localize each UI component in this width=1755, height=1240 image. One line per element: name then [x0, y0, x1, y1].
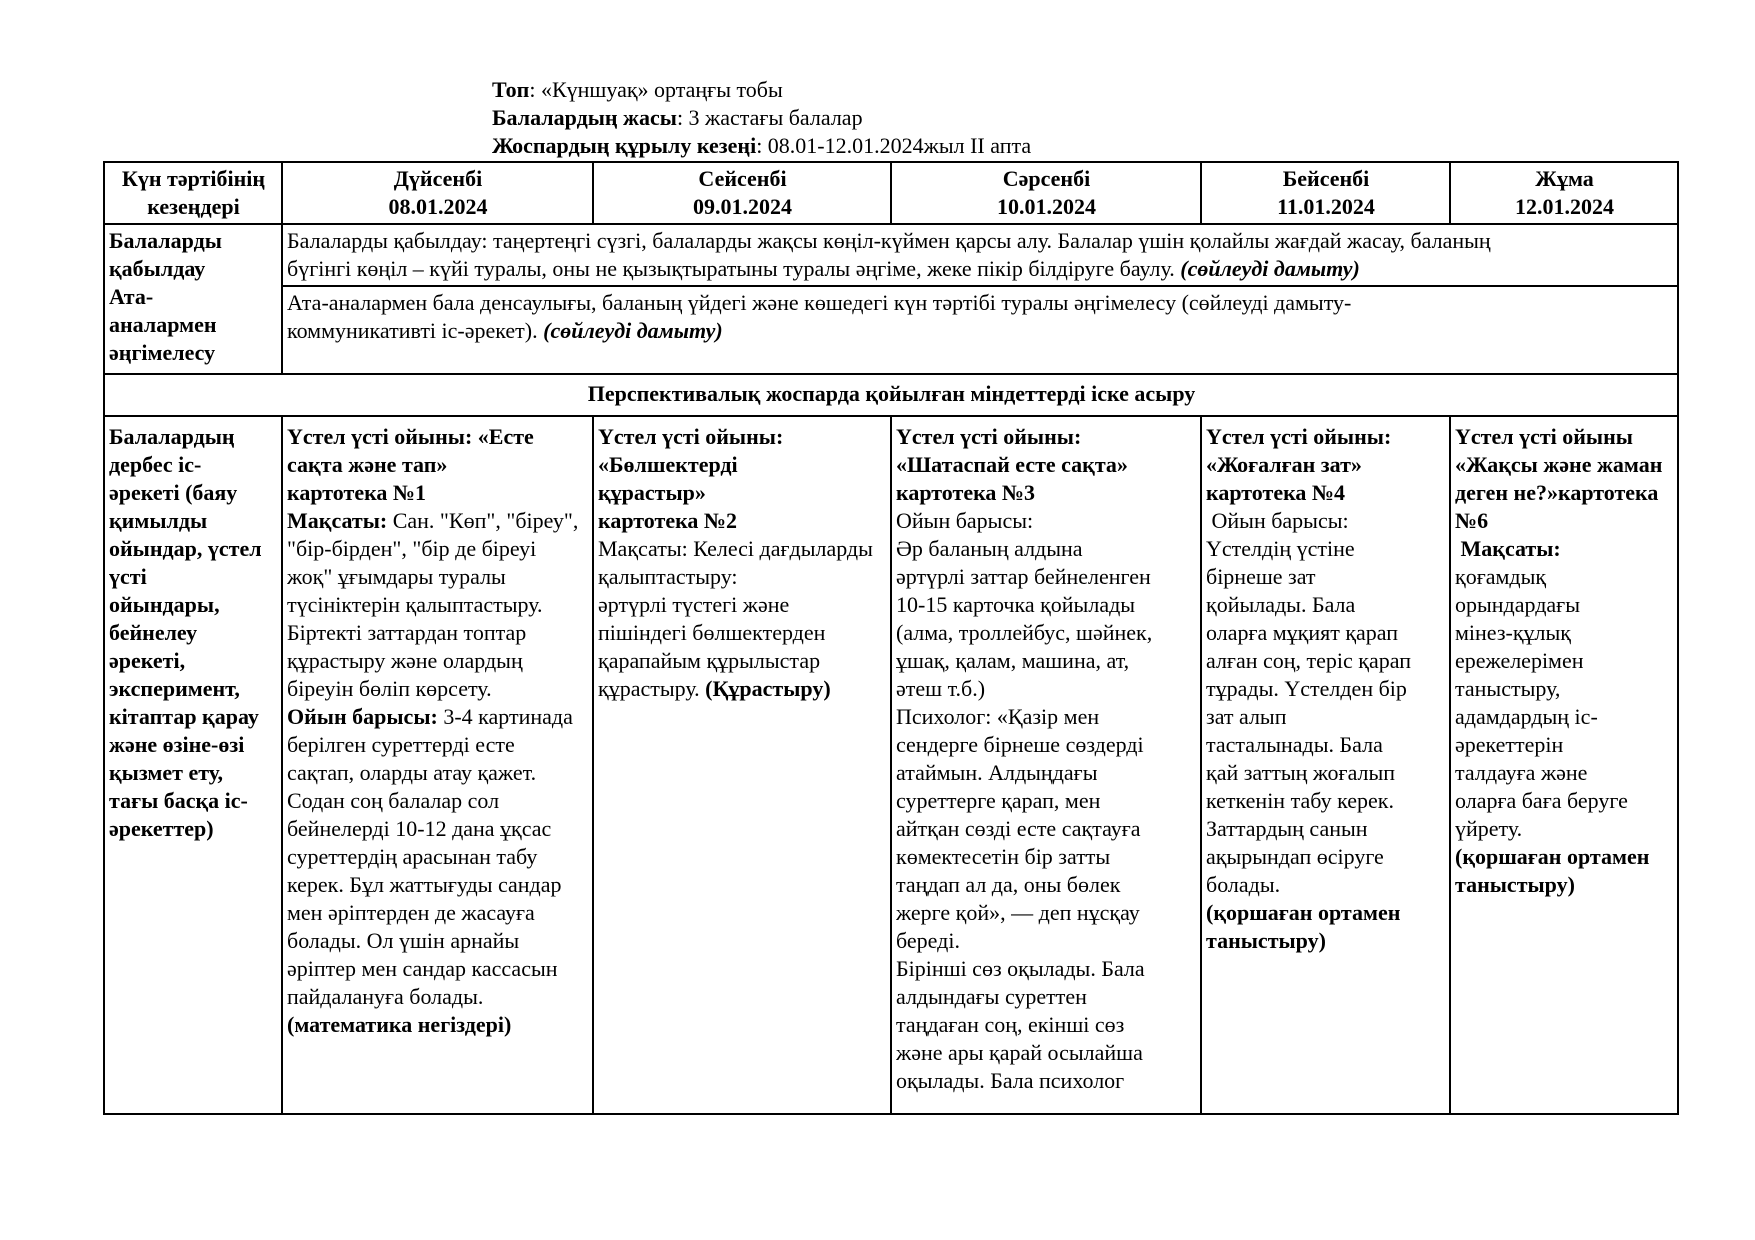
day-header-tuesday — [593, 162, 891, 224]
reception-text — [282, 224, 1678, 286]
table-header-row — [104, 162, 1678, 224]
parents-text — [282, 286, 1678, 374]
row-label-line: бейнелеу — [109, 620, 198, 645]
text-line: алдындағы суреттен — [896, 984, 1087, 1009]
text-line — [287, 317, 1674, 345]
text-line: әрекеттерін — [1455, 732, 1564, 757]
text-line: Ойын барысы: — [1206, 508, 1349, 533]
activity-friday — [1450, 416, 1678, 1114]
text-line: Бірінші сөз оқылады. Бала — [896, 956, 1145, 981]
activity-thursday — [1201, 416, 1450, 1114]
text-line: біреуін бөліп көрсету. — [287, 676, 492, 701]
text-line: адамдардың іс- — [1455, 704, 1598, 729]
text-line: оқылады. Бала психолог — [896, 1068, 1125, 1093]
day-header-wednesday — [891, 162, 1201, 224]
text-line: сақта және тап» — [287, 452, 448, 477]
text-line: Ата-аналармен бала денсаулығы, баланың үйдегі және көшедегі күн тәртібі туралы әңгімелесу (сөйлеуді дамыту- — [287, 290, 1352, 315]
text-line: пайдалануға болады. — [287, 984, 484, 1009]
text-line: болады. — [1206, 872, 1281, 897]
text-line: мінез-құлық — [1455, 620, 1571, 645]
day-date: 10.01.2024 — [997, 194, 1096, 219]
period-line — [492, 132, 1031, 160]
text-line: ақырындап өсіруге — [1206, 844, 1384, 869]
subject-tag: (қоршаған ортамен — [1455, 844, 1650, 869]
text-line: картотека №4 — [1206, 480, 1346, 505]
text-line: талдауға және — [1455, 760, 1588, 785]
row-label-line: қимылды — [109, 508, 208, 533]
text-line: таныстыру, — [1455, 676, 1561, 701]
text-line: тасталынады. Бала — [1206, 732, 1383, 757]
row-label-line: үсті — [109, 564, 147, 589]
text-line: «Жақсы және жаман — [1455, 452, 1663, 477]
day-name: Дүйсенбі — [393, 166, 483, 191]
text-line: айтқан сөзді есте сақтауға — [896, 816, 1141, 841]
age-line — [492, 104, 1031, 132]
text-line: таңдап ал да, оны бөлек — [896, 872, 1121, 897]
text-line: болады. Ол үшін арнайы — [287, 928, 520, 953]
text-line: Үстел үсті ойыны: «Есте — [287, 424, 534, 449]
text-line: бірнеше зат — [1206, 564, 1316, 589]
text-line: тұрады. Үстелден бір — [1206, 676, 1407, 701]
subject-tag: (математика негіздері) — [287, 1012, 512, 1037]
text-line: Балаларды қабылдау: таңертеңгі сүзгі, балаларды жақсы көңіл-күймен қарсы алу. Балалар үшін қолайлы жағдай жасау, баланың — [287, 228, 1491, 253]
text-line: №6 — [1455, 508, 1489, 533]
text-line: Заттардың санын — [1206, 816, 1368, 841]
group-value: : «Күншуақ» ортаңғы тобы — [529, 77, 783, 102]
group-label: Топ — [492, 77, 530, 102]
reception-parents-label — [104, 224, 282, 374]
text-line: мен әріптерден де жасауға — [287, 900, 535, 925]
text-line: деген не?»картотека — [1455, 480, 1659, 505]
day-name: Сәрсенбі — [1002, 166, 1091, 191]
activity-label — [104, 416, 282, 1114]
text-span: 3-4 картинада — [437, 704, 573, 729]
row-label-line: тағы басқа іс- — [109, 788, 248, 813]
game-process-label: Ойын барысы: — [287, 704, 438, 729]
periods-header-line: кезеңдері — [147, 194, 240, 219]
text-line: керек. Бұл жаттығуды сандар — [287, 872, 562, 897]
text-line: картотека №2 — [598, 508, 738, 533]
text-line: Үстелдің үстіне — [1206, 536, 1355, 561]
period-value: : 08.01-12.01.2024жыл II апта — [756, 133, 1032, 158]
row-label-line: әрекеті (баяу — [109, 480, 238, 505]
age-value: : 3 жастағы балалар — [676, 105, 863, 130]
periods-header — [104, 162, 282, 224]
text-line: сендерге бірнеше сөздерді — [896, 732, 1144, 757]
day-header-monday — [282, 162, 593, 224]
activity-row — [104, 416, 1678, 1114]
text-span: Сан. "Көп", "біреу", — [387, 508, 579, 533]
text-line: атаймын. Алдыңдағы — [896, 760, 1098, 785]
text-span: құрастыру. — [598, 676, 706, 701]
text-line: бейнелерді 10-12 дана ұқсас — [287, 816, 552, 841]
text-line: қойылады. Бала — [1206, 592, 1356, 617]
periods-header-line: Күн тәртібінің — [121, 166, 266, 191]
text-line: үйрету. — [1455, 816, 1523, 841]
age-label: Балалардың жасы — [492, 105, 677, 130]
row-label-line: әңгімелесу — [109, 340, 216, 365]
subject-tag: таныстыру) — [1206, 928, 1326, 953]
row-label-line: кітаптар қарау — [109, 704, 259, 729]
activity-tuesday — [593, 416, 891, 1114]
text-line: Содан соң балалар сол — [287, 788, 500, 813]
text-line: оларға баға беруге — [1455, 788, 1628, 813]
text-line: әртүрлі түстегі және — [598, 592, 790, 617]
document-header — [492, 76, 1031, 160]
text-line: Психолог: «Қазір мен — [896, 704, 1100, 729]
text-line: оларға мұқият қарап — [1206, 620, 1399, 645]
text-line: «Жоғалған зат» — [1206, 452, 1362, 477]
row-label-line: және өзіне-өзі — [109, 732, 245, 757]
text-line: Үстел үсті ойыны — [1455, 424, 1633, 449]
weekly-plan-table — [103, 161, 1679, 1115]
text-line: Мақсаты: — [1455, 536, 1561, 561]
text-line: әріптер мен сандар кассасын — [287, 956, 558, 981]
text-line — [598, 675, 887, 703]
text-line — [287, 255, 1674, 283]
text-line: зат алып — [1206, 704, 1287, 729]
text-line: картотека №1 — [287, 480, 427, 505]
subject-tag: (Құрастыру) — [705, 676, 831, 701]
row-label-line: эксперимент, — [109, 676, 240, 701]
text-line: қалыптастыру: — [598, 564, 738, 589]
text-line: Әр баланың алдына — [896, 536, 1083, 561]
goal-label: Мақсаты: — [287, 508, 388, 533]
text-line: қай заттың жоғалып — [1206, 760, 1396, 785]
text-line: пішіндегі бөлшектерден — [598, 620, 826, 645]
row-label-line: ойындары, — [109, 592, 220, 617]
section-row — [104, 374, 1678, 416]
text-line: жерге қой», — деп нұсқау — [896, 900, 1140, 925]
text-line: қоғамдық — [1455, 564, 1547, 589]
text-line: көмектесетін бір затты — [896, 844, 1111, 869]
reception-tag: (сөйлеуді дамыту) — [1180, 256, 1360, 281]
day-date: 12.01.2024 — [1515, 194, 1614, 219]
reception-row — [104, 224, 1678, 286]
parents-row — [104, 286, 1678, 374]
text-line: және ары қарай осылайша — [896, 1040, 1143, 1065]
row-label-line: Балаларды — [109, 228, 222, 253]
text-line: әртүрлі заттар бейнеленген — [896, 564, 1151, 589]
text-line: ұшақ, қалам, машина, ат, — [896, 648, 1130, 673]
text-span: коммуникативті іс-әрекет). — [287, 318, 544, 343]
day-name: Сейсенбі — [698, 166, 787, 191]
day-date: 09.01.2024 — [693, 194, 792, 219]
text-line: Ойын барысы: — [896, 508, 1034, 533]
row-label-line: қызмет ету, — [109, 760, 224, 785]
row-label-line: ойындар, үстел — [109, 536, 262, 561]
text-line: Үстел үсті ойыны: — [896, 424, 1082, 449]
text-line: жоқ" ұғымдары туралы — [287, 564, 506, 589]
row-label-line: аналармен — [109, 312, 217, 337]
parents-tag: (сөйлеуді дамыту) — [543, 318, 723, 343]
subject-tag: (қоршаған ортамен — [1206, 900, 1401, 925]
day-header-friday — [1450, 162, 1678, 224]
text-line: Біртекті заттардан топтар — [287, 620, 527, 645]
text-line: Үстел үсті ойыны: — [1206, 424, 1392, 449]
text-line: берілген суреттерді есте — [287, 732, 515, 757]
row-label-line: қабылдау — [109, 256, 206, 281]
text-line: суреттерге қарап, мен — [896, 788, 1101, 813]
row-label-line: Балалардың — [109, 424, 235, 449]
text-line: құрастыру және олардың — [287, 648, 523, 673]
text-line: «Шатаспай есте сақта» — [896, 452, 1128, 477]
day-date: 11.01.2024 — [1277, 194, 1375, 219]
text-line: құрастыр» — [598, 480, 706, 505]
text-line: суреттердің арасынан табу — [287, 844, 538, 869]
text-line: алған соң, теріс қарап — [1206, 648, 1411, 673]
text-line: сақтап, оларды атау қажет. — [287, 760, 537, 785]
day-date: 08.01.2024 — [388, 194, 488, 219]
text-line: Мақсаты: Келесі дағдыларды — [598, 536, 873, 561]
activity-monday — [282, 416, 593, 1114]
text-line: картотека №3 — [896, 480, 1036, 505]
text-line: әтеш т.б.) — [896, 676, 986, 701]
text-line: ережелерімен — [1455, 648, 1584, 673]
activity-wednesday — [891, 416, 1201, 1114]
row-label-line: дербес іс- — [109, 452, 202, 477]
text-span: бүгінгі көңіл – күйі туралы, оны не қызықтыратыны туралы әңгіме, жеке пікір білдіруге баулу. — [287, 256, 1181, 281]
text-line: таңдаған соң, екінші сөз — [896, 1012, 1125, 1037]
text-line: орындардағы — [1455, 592, 1580, 617]
text-line: қарапайым құрылыстар — [598, 648, 821, 673]
row-label-line: Ата- — [109, 284, 154, 309]
group-line — [492, 76, 1031, 104]
period-label: Жоспардың құрылу кезеңі — [492, 133, 757, 158]
text-line — [287, 703, 589, 731]
row-label-line: әрекеті, — [109, 648, 186, 673]
text-line — [287, 507, 589, 535]
section-title: Перспективалық жоспарда қойылған міндеттерді іске асыру — [104, 374, 1678, 416]
day-name: Жұма — [1535, 166, 1594, 191]
row-label-line: әрекеттер) — [109, 816, 214, 841]
day-header-thursday — [1201, 162, 1450, 224]
text-line: 10-15 карточка қойылады — [896, 592, 1136, 617]
text-line: береді. — [896, 928, 960, 953]
text-line: Үстел үсті ойыны: — [598, 424, 784, 449]
text-line: кеткенін табу керек. — [1206, 788, 1394, 813]
subject-tag: таныстыру) — [1455, 872, 1575, 897]
text-line: (алма, троллейбус, шәйнек, — [896, 620, 1153, 645]
text-line: түсініктерін қалыптастыру. — [287, 592, 543, 617]
day-name: Бейсенбі — [1282, 166, 1370, 191]
text-line: «Бөлшектерді — [598, 452, 738, 477]
text-line: "бір-бірден", "бір де біреуі — [287, 536, 537, 561]
